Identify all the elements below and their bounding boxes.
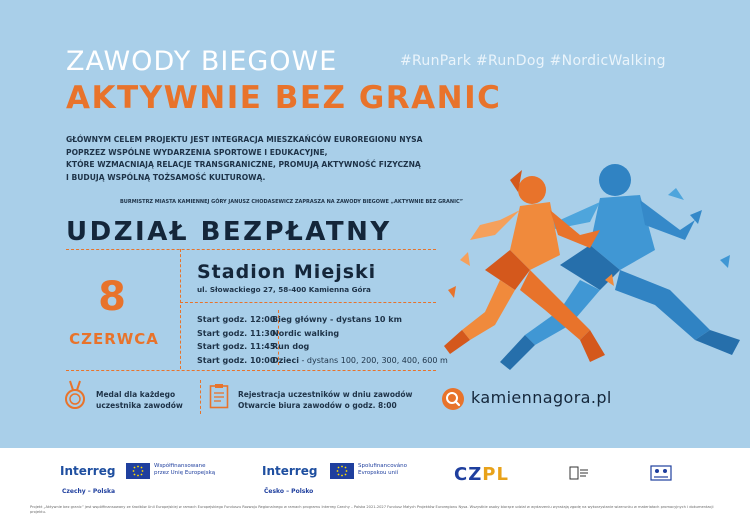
registration-info (238, 389, 412, 411)
divider (180, 302, 436, 303)
czpl-logo-pl: PL (482, 464, 509, 485)
free-participation-heading: UDZIAŁ BEZPŁATNY (66, 217, 392, 247)
poster-subtitle: AKTYWNIE BEZ GRANIC (66, 80, 502, 116)
runners-illustration (440, 140, 750, 400)
clipboard-icon (209, 383, 229, 409)
medal-icon (63, 380, 87, 410)
eu-cofinancing-text (154, 463, 215, 477)
eu-text-line: Spolufinancováno (358, 463, 408, 469)
venue-name: Stadion Miejski (197, 261, 377, 283)
registration-line: Otwarcie biura zawodów o godz. 8:00 (238, 401, 397, 410)
schedule-time: Start godz. 11:30 (197, 328, 276, 338)
schedule-event-label: Dzieci (272, 355, 299, 365)
schedule-event: Nordic walking (272, 328, 340, 338)
description-line: GŁÓWNYM CELEM PROJEKTU JEST INTEGRACJA MIESZKAŃCÓW EUROREGIONU NYSA (66, 135, 423, 144)
schedule-row (197, 327, 448, 341)
schedule-time: Start godz. 11:45 (197, 342, 276, 351)
schedule-event: Bieg główny - dystans 10 km (272, 315, 402, 324)
eu-text-line: przez Unię Europejską (154, 470, 216, 476)
interreg-logo: Interreg (262, 464, 318, 478)
schedule-list (197, 313, 448, 367)
medal-line: uczestnika zawodów (96, 401, 183, 410)
eu-cofinancing-text (358, 463, 407, 477)
town-logo-icon (568, 464, 590, 484)
divider (200, 380, 201, 414)
czpl-logo (454, 464, 509, 485)
hashtags: #RunPark #RunDog #NordicWalking (400, 53, 666, 69)
project-description (66, 134, 446, 184)
divider (66, 370, 436, 371)
poster-title: ZAWODY BIEGOWE (66, 46, 338, 77)
eu-text-line: Evropskou unií (358, 470, 399, 476)
schedule-row (197, 340, 448, 354)
schedule-event (272, 354, 448, 368)
venue-address: ul. Słowackiego 27, 58-400 Kamienna Góra (197, 285, 371, 294)
medal-info (96, 389, 183, 411)
eu-text-line: Współfinansowane (154, 463, 206, 469)
euroregion-logo-icon (650, 464, 672, 484)
footer-logos (0, 448, 750, 530)
invitation-text: BURMISTRZ MIASTA KAMIENNEJ GÓRY JANUSZ CHODASEWICZ ZAPRASZA NA ZAWODY BIEGOWE „AKTYWNIE BEZ GRANIC” (120, 199, 464, 205)
medal-line: Medal dla każdego (96, 390, 176, 399)
event-day: 8 (98, 274, 126, 320)
program-region: Czechy – Polska (62, 488, 116, 495)
schedule-row (197, 313, 448, 327)
registration-line: Rejestracja uczestników w dniu zawodów (238, 390, 413, 399)
program-region: Česko – Polsko (264, 488, 314, 495)
divider (180, 249, 181, 369)
description-line: I BUDUJĄ WSPÓLNĄ TOŻSAMOŚĆ KULTUROWĄ. (66, 172, 266, 182)
czpl-logo-cz: CZ (454, 464, 483, 485)
schedule-event-detail: - dystans 100, 200, 300, 400, 600 m (298, 355, 448, 365)
schedule-time: Start godz. 10:00 (197, 355, 276, 365)
website-link[interactable]: kamiennagora.pl (471, 388, 612, 407)
interreg-logo: Interreg (60, 464, 116, 478)
description-line: POPRZEZ WSPÓLNE WYDARZENIA SPORTOWE I EDUKACYJNE, (66, 147, 328, 157)
schedule-time: Start godz. 12:00 (197, 315, 276, 324)
event-month: CZERWCA (69, 330, 159, 348)
legal-smallprint: Projekt „Aktywnie bez granic” jest współfinansowany ze środków Unii Europejskiej w ramach Europejskiego Funduszu Rozwoju Regionalnego w ramach programu Interreg Czechy – Polska 2021-2027 Fundusz Małych Projektów Euroregionu Nysa. Wszystkie osoby biorące udział w wydarzeniu wyrażają zgodę na wykorzystanie wizerunku w materiałach promocyjnych i dokumentacji projektu. (30, 505, 714, 514)
schedule-event: Run dog (272, 342, 310, 351)
description-line: KTÓRE WZMACNIAJĄ RELACJE TRANSGRANICZNE, PROMUJĄ AKTYWNOŚĆ FIZYCZNĄ (66, 160, 421, 169)
eu-flag-icon (330, 463, 354, 479)
schedule-row (197, 354, 448, 368)
divider (66, 249, 436, 250)
eu-flag-icon (126, 463, 150, 479)
